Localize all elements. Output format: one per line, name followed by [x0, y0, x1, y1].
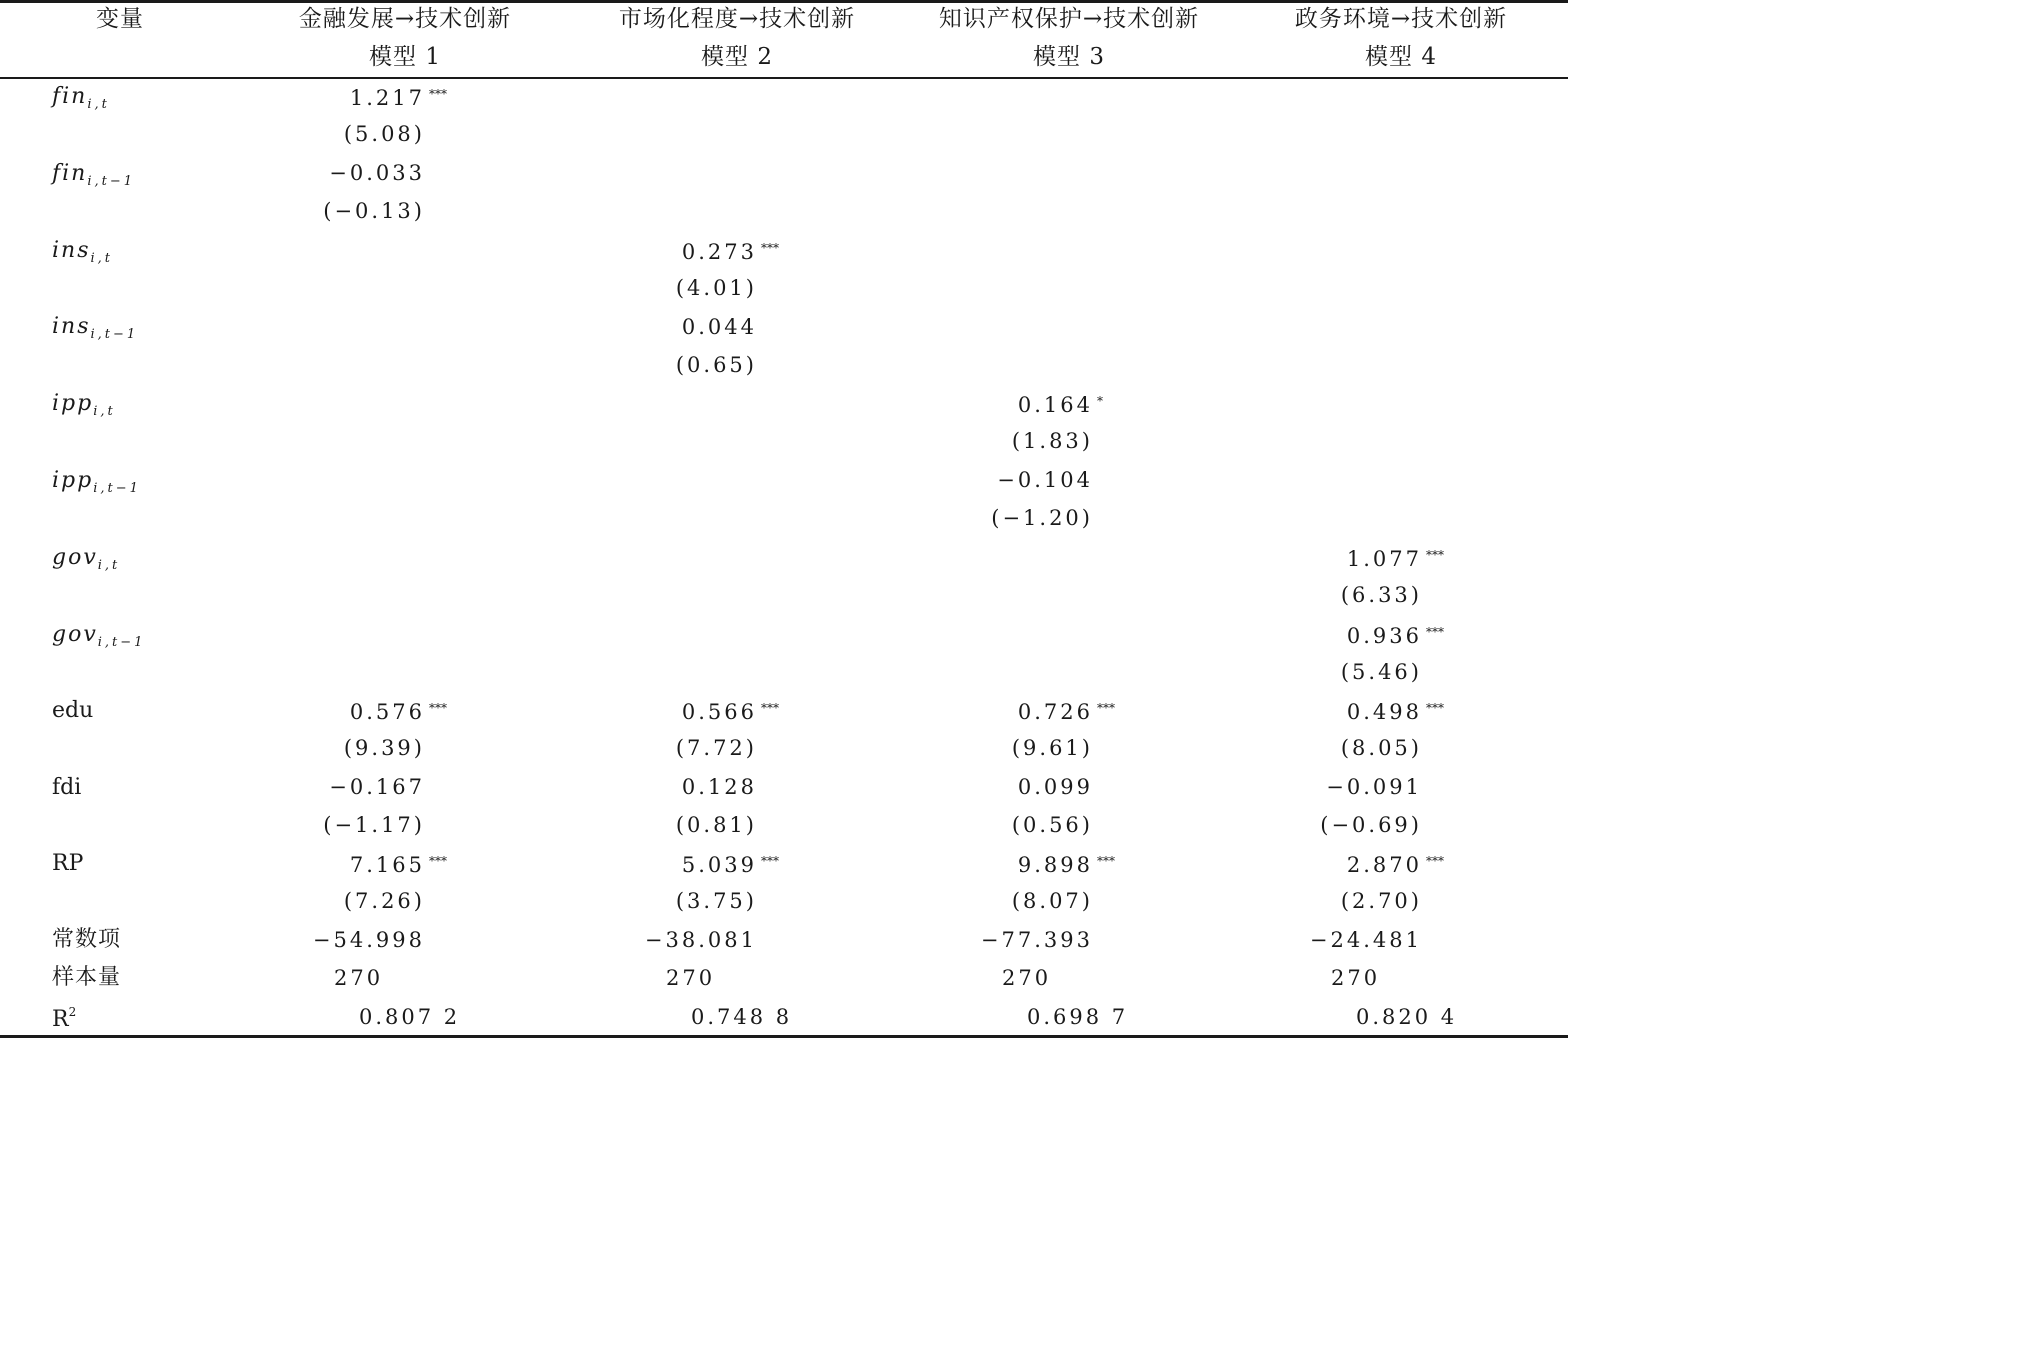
- label-rp: RP: [52, 851, 84, 876]
- coef-rp-m1: 7.165: [349, 853, 425, 877]
- stars-edu-m1: ***: [429, 701, 447, 715]
- tstat-rp-m3: (8.07): [1011, 889, 1093, 913]
- coef-fdi-m1: −0.167: [329, 775, 425, 799]
- tstat-rp-m4: (2.70): [1340, 889, 1422, 913]
- n-m1: 270: [334, 966, 384, 990]
- bottom-rule: [0, 1035, 1568, 1038]
- label-gov-t1: gov$_{i,t-1}$: [52, 622, 146, 650]
- label-fin-t: fin$_{i,t}$: [52, 84, 110, 112]
- top-rule: [0, 0, 1568, 3]
- n-m3: 270: [1002, 966, 1052, 990]
- label-ipp-t1: ipp$_{i,t-1}$: [52, 468, 141, 496]
- coef-ins-t1: 0.044: [681, 315, 757, 339]
- header-rule: [0, 77, 1568, 79]
- coef-edu-m3: 0.726: [1017, 700, 1093, 724]
- r2-m1: 0.807 2: [359, 1005, 461, 1029]
- coef-edu-m4: 0.498: [1346, 700, 1422, 724]
- label-ipp-t: ipp$_{i,t}$: [52, 391, 116, 419]
- stars-fin-t: ***: [429, 87, 447, 101]
- coef-rp-m2: 5.039: [681, 853, 757, 877]
- tstat-edu-m3: (9.61): [1011, 736, 1093, 760]
- n-m2: 270: [666, 966, 716, 990]
- tstat-rp-m1: (7.26): [343, 889, 425, 913]
- tstat-fdi-m2: (0.81): [675, 813, 757, 837]
- coef-gov-t1: 0.936: [1346, 624, 1422, 648]
- header-col1-title: 金融发展→技术创新: [298, 6, 512, 32]
- header-col3-model: 模型 3: [1033, 44, 1105, 70]
- coef-edu-m1: 0.576: [349, 700, 425, 724]
- stars-ipp-t: *: [1097, 394, 1103, 408]
- tstat-fin-t1: (−0.13): [323, 199, 425, 223]
- tstat-ins-t: (4.01): [675, 276, 757, 300]
- tstat-ipp-t: (1.83): [1011, 429, 1093, 453]
- stars-gov-t1: ***: [1426, 625, 1444, 639]
- label-edu: edu: [52, 698, 94, 723]
- const-m1: −54.998: [312, 928, 425, 952]
- stars-edu-m2: ***: [761, 701, 779, 715]
- coef-fdi-m4: −0.091: [1326, 775, 1422, 799]
- coef-gov-t: 1.077: [1346, 547, 1422, 571]
- coef-rp-m3: 9.898: [1017, 853, 1093, 877]
- tstat-fdi-m1: (−1.17): [323, 813, 425, 837]
- header-col4-model: 模型 4: [1365, 44, 1437, 70]
- tstat-fdi-m4: (−0.69): [1320, 813, 1422, 837]
- label-ins-t: ins$_{i,t}$: [52, 238, 114, 266]
- tstat-fin-t: (5.08): [343, 122, 425, 146]
- coef-fdi-m2: 0.128: [681, 775, 757, 799]
- coef-edu-m2: 0.566: [681, 700, 757, 724]
- n-m4: 270: [1331, 966, 1381, 990]
- label-constant: 常数项: [52, 927, 122, 952]
- tstat-edu-m4: (8.05): [1340, 736, 1422, 760]
- tstat-ins-t1: (0.65): [675, 353, 757, 377]
- tstat-rp-m2: (3.75): [675, 889, 757, 913]
- const-m2: −38.081: [644, 928, 757, 952]
- tstat-edu-m2: (7.72): [675, 736, 757, 760]
- r2-m3: 0.698 7: [1027, 1005, 1129, 1029]
- header-col2-title: 市场化程度→技术创新: [618, 6, 856, 32]
- const-m3: −77.393: [980, 928, 1093, 952]
- tstat-ipp-t1: (−1.20): [991, 506, 1093, 530]
- coef-ipp-t1: −0.104: [997, 468, 1093, 492]
- r2-m4: 0.820 4: [1356, 1005, 1458, 1029]
- stars-rp-m4: ***: [1426, 854, 1444, 868]
- tstat-gov-t1: (5.46): [1340, 660, 1422, 684]
- tstat-gov-t: (6.33): [1340, 583, 1422, 607]
- header-col3-title: 知识产权保护→技术创新: [938, 6, 1200, 32]
- stars-rp-m2: ***: [761, 854, 779, 868]
- label-fdi: fdi: [52, 775, 82, 800]
- header-col1-model: 模型 1: [369, 44, 441, 70]
- label-r-squared: $R^2$: [52, 1005, 77, 1032]
- tstat-edu-m1: (9.39): [343, 736, 425, 760]
- r2-m2: 0.748 8: [691, 1005, 793, 1029]
- coef-rp-m4: 2.870: [1346, 853, 1422, 877]
- label-ins-t1: ins$_{i,t-1}$: [52, 314, 139, 342]
- tstat-fdi-m3: (0.56): [1011, 813, 1093, 837]
- coef-ins-t: 0.273: [681, 240, 757, 264]
- stars-rp-m3: ***: [1097, 854, 1115, 868]
- stars-edu-m3: ***: [1097, 701, 1115, 715]
- coef-fin-t1: −0.033: [329, 161, 425, 185]
- label-gov-t: gov$_{i,t}$: [52, 545, 121, 573]
- coef-fdi-m3: 0.099: [1017, 775, 1093, 799]
- coef-ipp-t: 0.164: [1017, 393, 1093, 417]
- header-variable: 变量: [96, 6, 144, 32]
- label-fin-t1: fin$_{i,t-1}$: [52, 161, 136, 189]
- label-sample-size: 样本量: [52, 965, 122, 990]
- coef-fin-t: 1.217: [349, 86, 425, 110]
- header-col4-title: 政务环境→技术创新: [1294, 6, 1508, 32]
- stars-gov-t: ***: [1426, 548, 1444, 562]
- header-col2-model: 模型 2: [701, 44, 773, 70]
- stars-ins-t: ***: [761, 241, 779, 255]
- stars-rp-m1: ***: [429, 854, 447, 868]
- const-m4: −24.481: [1309, 928, 1422, 952]
- stars-edu-m4: ***: [1426, 701, 1444, 715]
